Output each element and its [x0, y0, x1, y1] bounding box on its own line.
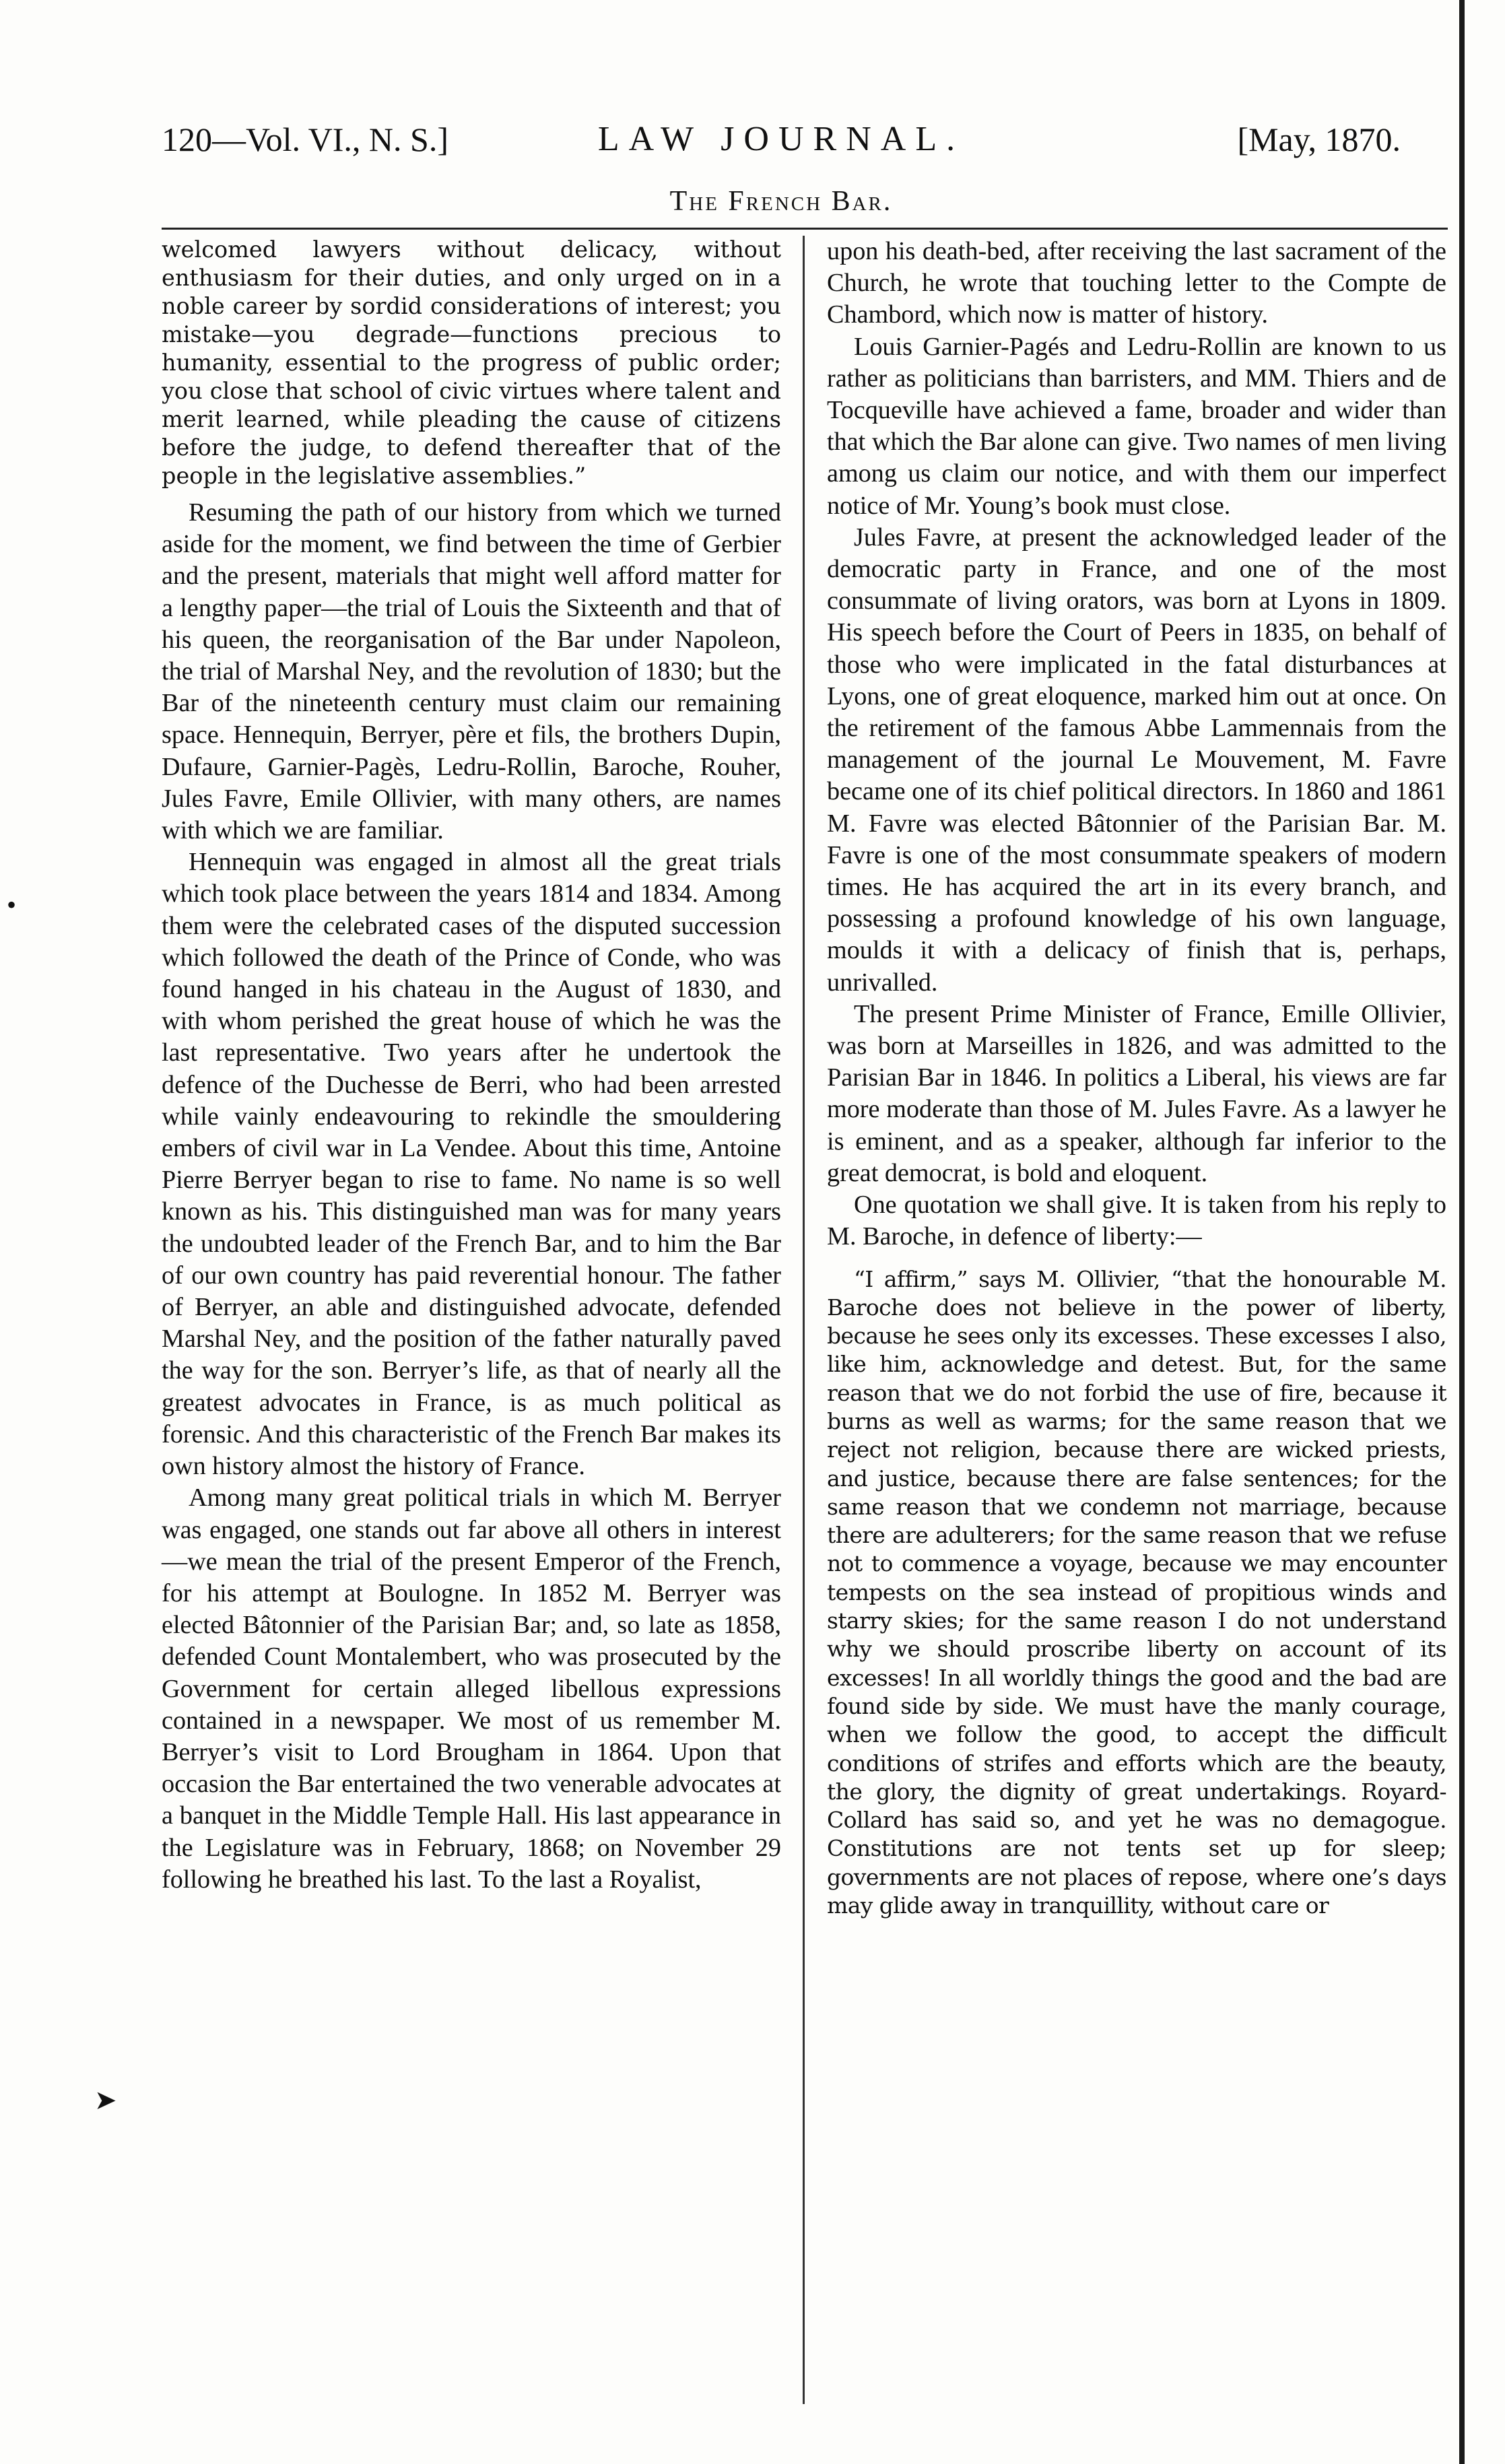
margin-arrow-mark: ➤ — [94, 2085, 117, 2115]
paragraph: Jules Favre, at present the acknowledged leader of the democratic party in France, and one of the most consummate of living orators, was born at Lyons in 1809. His speech before the Court of Peers in 1835, on behalf of those who were implicated in the fatal disturbances at Lyons, one of great eloquence, marked him out at once. On the retirement of the famous Abbe Lammennais from the management of the journal Le Mouvement, M. Favre became one of its chief political directors. In 1860 and 1861 M. Favre was elected Bâtonnier of the Parisian Bar. M. Favre is one of the most consummate speakers of modern times. He has acquired the art in its every branch, and possessing a profound knowledge of his own language, moulds it with a delicacy of finish that is, perhaps, unrivalled. — [827, 523, 1446, 997]
header-date: [May, 1870. — [1237, 121, 1401, 158]
column-divider — [803, 236, 805, 2404]
paragraph: Hennequin was engaged in almost all the great trials which took place between the years 1814 and 1834. Among them were the celebrated cases of the disputed succession which followed the death of the Prince of Conde, who was found hanged in his chateau in the August of 1830, and with whom perished the great house of which he was the last representative. Two years after he undertook the defence of the Duchesse de Berri, who had been arrested while vainly endeavouring to rekindle the smouldering embers of civil war in La Vendee. About this time, Antoine Pierre Berryer began to rise to fame. No name is so well known as his. This distinguished man was for many years the undoubted leader of the French Bar, and to him the Bar of our own country has paid reverential honour. The father of Berryer, an able and distinguished advocate, defended Marshal Ney, and the position of the father naturally paved the way for the son. Berryer’s life, as that of nearly all the greatest advocates in France, is as much political as forensic. And this characteristic of the French Bar makes its own history almost the history of France. — [162, 848, 781, 1481]
paragraph: Louis Garnier-Pagés and Ledru-Rollin are known to us rather as politicians than barristers, and MM. Thiers and de Tocqueville have achieved a fame, broader and wider than that which the Bar alone can give. Two names of men living among us claim our notice, and with them our imperfect notice of Mr. Young’s book must close. — [827, 332, 1446, 520]
paragraph: Resuming the path of our history from which we turned aside for the moment, we find between the time of Gerbier and the present, materials that might well afford matter for a lengthy paper—the trial of Louis the Sixteenth and that of his queen, the reorganisation of the Bar under Napoleon, the trial of Marshal Ney, and the revolution of 1830; but the Bar of the nineteenth century must claim our remaining space. Hennequin, Berryer, père et fils, the brothers Dupin, Dufaure, Garnier-Pagès, Ledru-Rollin, Baroche, Rouher, Jules Favre, Emile Ollivier, with many others, are names with which we are familiar. — [162, 498, 781, 845]
right-column — [827, 236, 1446, 1920]
header-journal-title: LAW JOURNAL. — [597, 120, 965, 158]
paragraph: The present Prime Minister of France, Emille Ollivier, was born at Marseilles in 1826, and was admitted to the Parisian Bar in 1846. In politics a Liberal, his views are far more moderate than those of M. Jules Favre. As a lawyer he is eminent, and as a speaker, although far inferior to the great democrat, is bold and eloquent. — [827, 999, 1446, 1187]
paragraph: welcomed lawyers without delicacy, without enthusiasm for their duties, and only urged on in a noble career by sordid considerations of interest; you mistake—you degrade—functions precious to humanity, essential to the progress of public order; you close that school of civic virtues where talent and merit learned, while pleading the cause of citizens before the judge, to defend thereafter that of the people in the legislative assemblies.” — [162, 236, 781, 489]
paragraph: Among many great political trials in which M. Berryer was engaged, one stands out far above all others in interest—we mean the trial of the present Emperor of the French, for his attempt at Boulogne. In 1852 M. Berryer was elected Bâtonnier of the Parisian Bar; and, so late as 1858, defended Count Montalembert, who was prosecuted by the Government for certain alleged libellous expressions contained in a newspaper. We most of us remember M. Berryer’s visit to Lord Brougham in 1864. Upon that occasion the Bar entertained the two venerable advocates at a banquet in the Middle Temple Hall. His last appearance in the Legislature was in February, 1868; on November 29 following he breathed his last. To the last a Royalist, — [162, 1484, 781, 1894]
section-title: The French Bar. — [669, 186, 893, 217]
page-edge-shadow — [1459, 0, 1465, 2464]
left-column — [162, 236, 781, 1896]
running-header — [162, 116, 1401, 163]
header-volume: 120—Vol. VI., N. S.] — [162, 121, 448, 158]
paragraph: upon his death-bed, after receiving the last sacrament of the Church, he wrote that touching letter to the Compte de Chambord, which now is matter of history. — [827, 237, 1446, 329]
paragraph: One quotation we shall give. It is taken from his reply to M. Baroche, in defence of liberty:— — [827, 1191, 1446, 1251]
margin-dot-mark: • — [7, 890, 17, 920]
block-quotation: “I affirm,” says M. Ollivier, “that the honourable M. Baroche does not believe in the power of liberty, because he sees only its excesses. These excesses I also, like him, acknowledge and detest. But, for the same reason that we do not forbid the use of fire, because it burns as well as warms; for the same reason that we reject not religion, because there are wicked priests, and justice, because there are false sentences; for the same reason that we condemn not marriage, because there are adulterers; for the same reason that we refuse not to commence a voyage, because we may encounter tempests on the sea instead of propitious winds and starry skies; for the same reason I do not understand why we should proscribe liberty on account of its excesses! In all worldly things the good and the bad are found side by side. We must have the manly courage, when we follow the good, to accept the difficult conditions of strifes and efforts which are the beauty, the glory, the dignity of great undertakings. Royard-Collard has said so, and yet he was no demagogue. Constitutions are not tents set up for sleep; governments are not places of repose, where one’s days may glide away in tranquillity, without care or — [827, 1265, 1446, 1919]
header-rule — [162, 228, 1448, 230]
quote-continuation — [162, 236, 781, 490]
